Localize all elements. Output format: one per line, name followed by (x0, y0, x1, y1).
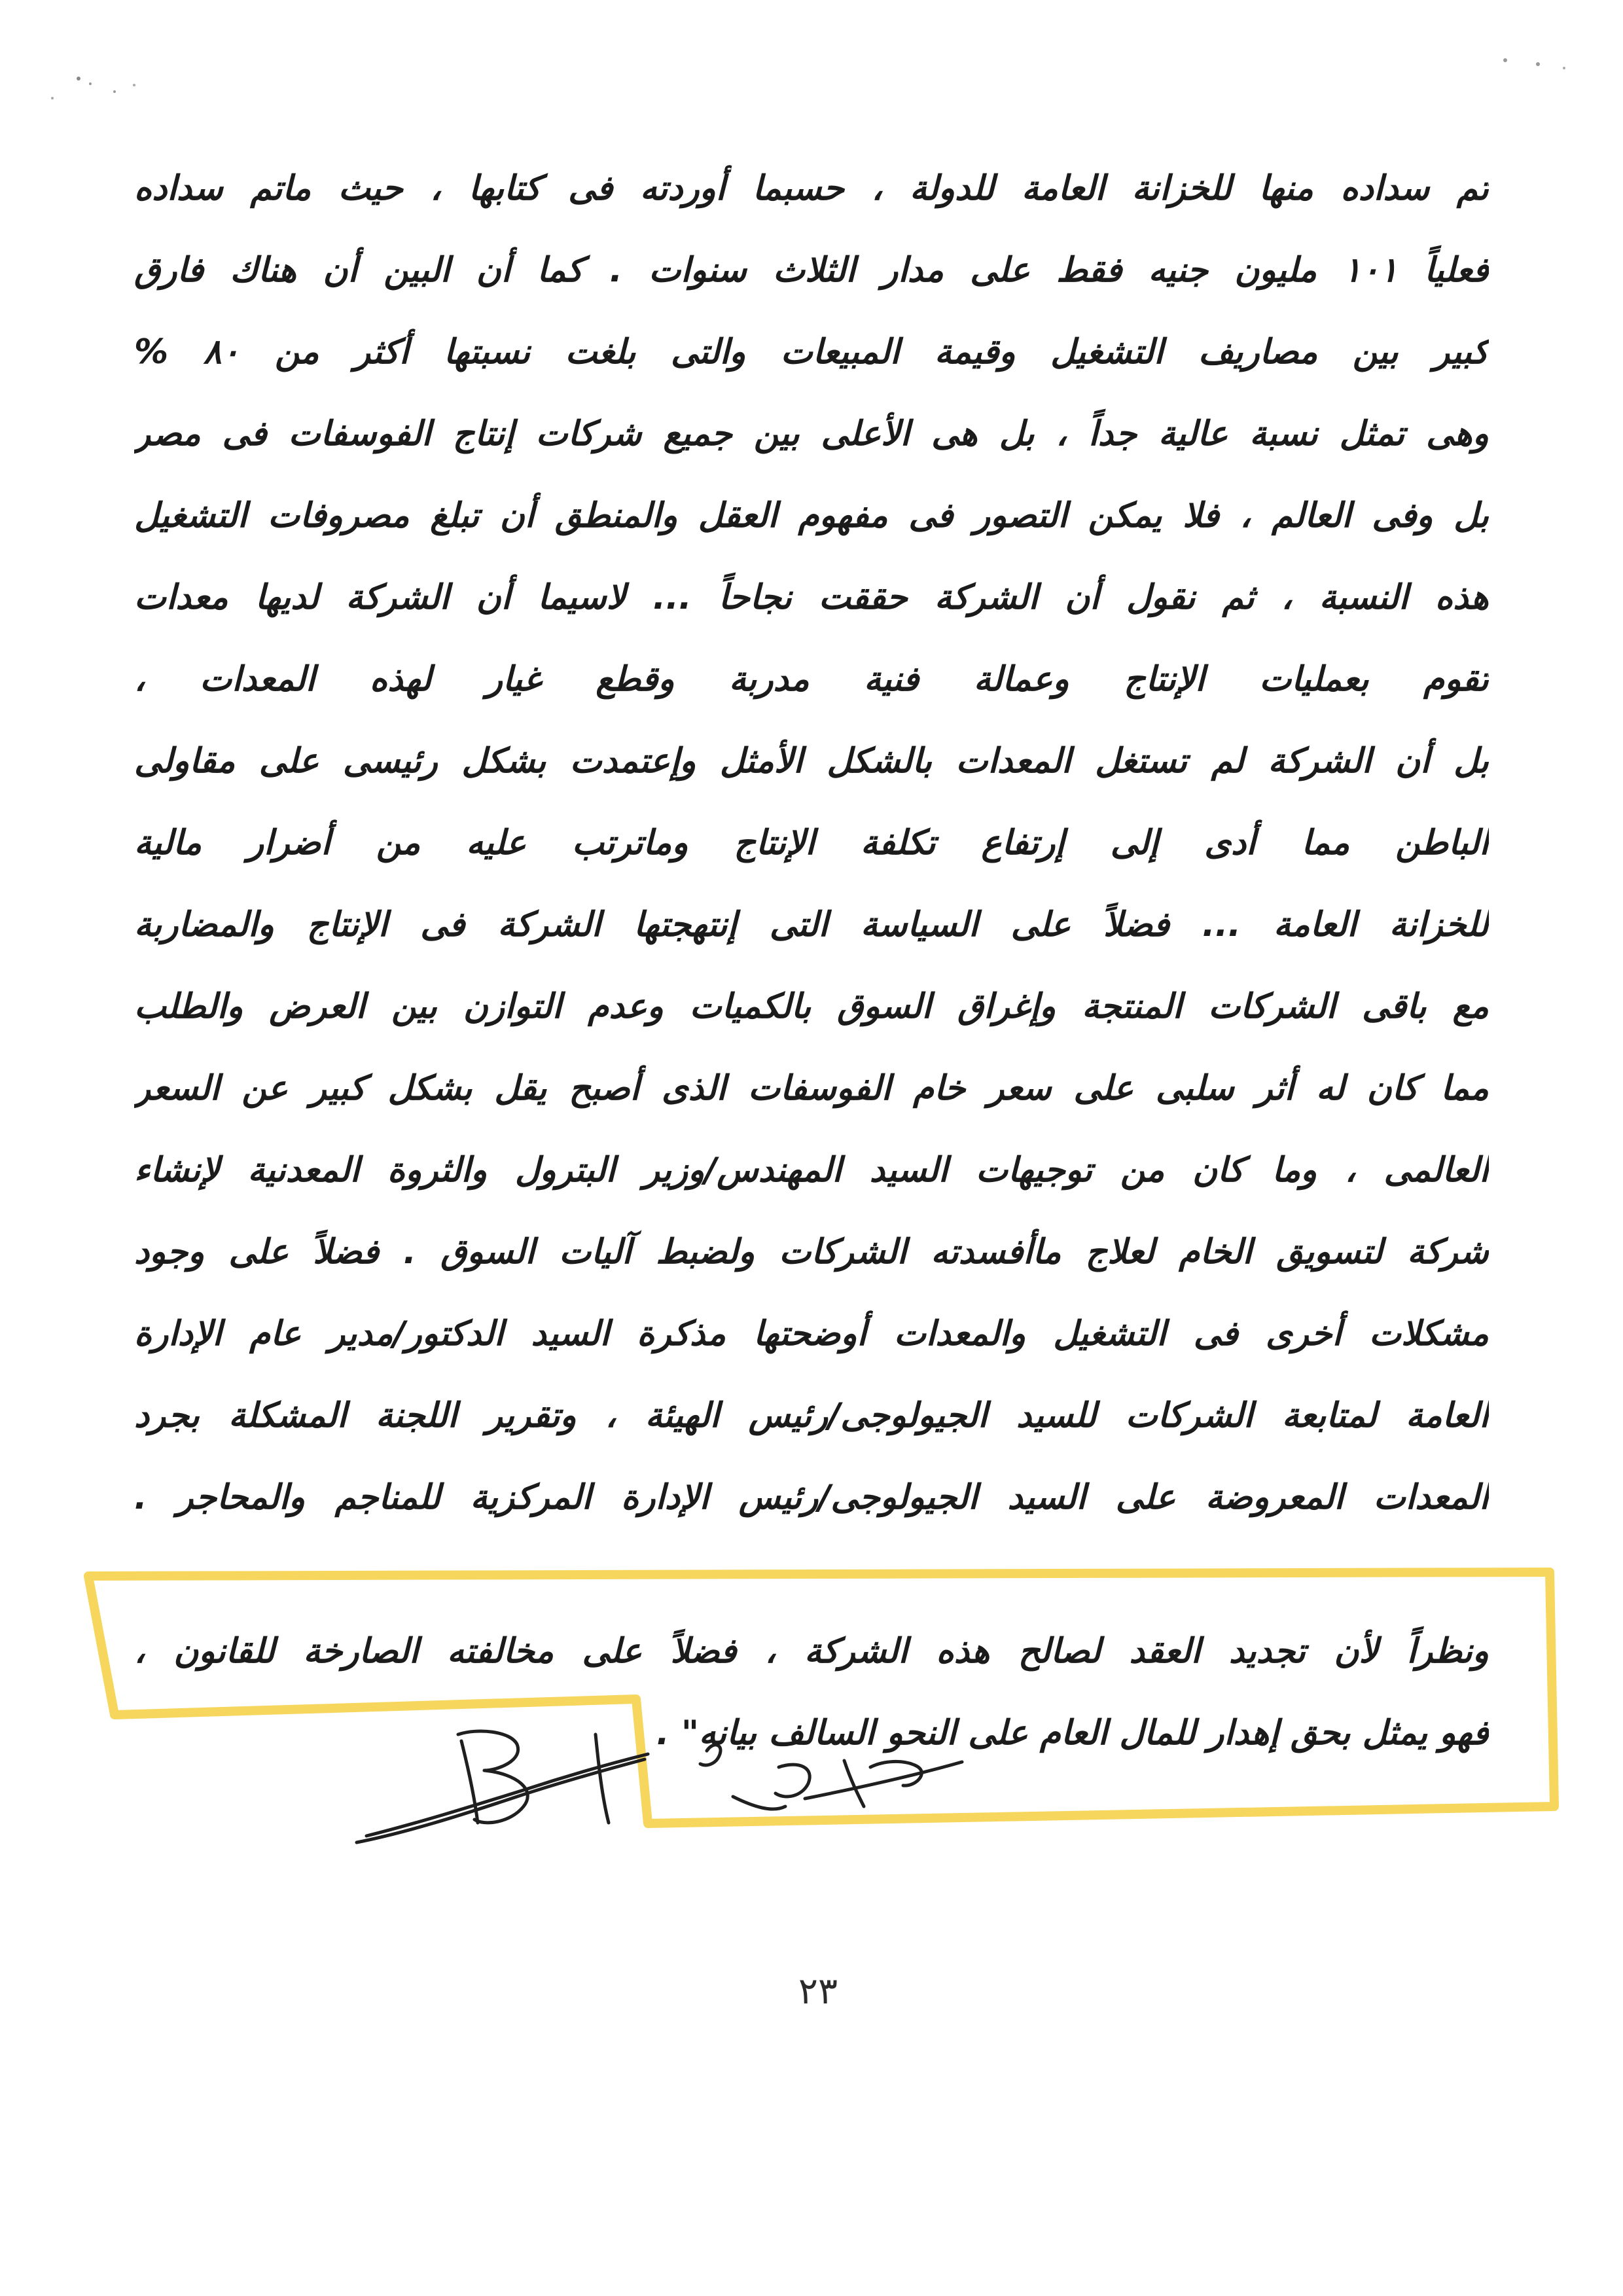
signature-stroke (596, 1734, 609, 1823)
signature-stroke (366, 1754, 648, 1836)
text-line: العالمى ، وما كان من توجيهات السيد المهندس/وزير البترول والثروة المعدنية لإنشاء (134, 1151, 1489, 1190)
text-line: فهو يمثل بحق إهدار للمال العام على النحو السالف بيانه" . (656, 1713, 1489, 1753)
text-line: هذه النسبة ، ثم نقول أن الشركة حققت نجاحاً ... لاسيما أن الشركة لديها معدات (134, 578, 1489, 617)
text-line: بل وفى العالم ، فلا يمكن التصور فى مفهوم العقل والمنطق أن تبلغ مصروفات التشغيل (134, 496, 1489, 535)
text-line: للخزانة العامة ... فضلاً على السياسة التى إنتهجتها الشركة فى الإنتاج والمضاربة (134, 905, 1489, 944)
text-line: مما كان له أثر سلبى على سعر خام الفوسفات الذى أصبح يقل بشكل كبير عن السعر (134, 1069, 1489, 1108)
text-line: مشكلات أخرى فى التشغيل والمعدات أوضحتها مذكرة السيد الدكتور/مدير عام الإدارة (134, 1314, 1489, 1354)
page-number: ٢٣ (798, 1970, 838, 2013)
signature-stroke (776, 1765, 810, 1797)
text-line: بل أن الشركة لم تستغل المعدات بالشكل الأمثل وإعتمدت بشكل رئيسى على مقاولى (134, 742, 1489, 781)
signature-stroke (733, 1797, 785, 1809)
text-line: مع باقى الشركات المنتجة وإغراق السوق بالكميات وعدم التوازن بين العرض والطلب (134, 987, 1489, 1026)
signature-stroke (844, 1761, 864, 1806)
text-line: المعدات المعروضة على السيد الجيولوجى/رئيس الإدارة المركزية للمناجم والمحاجر . (134, 1478, 1489, 1517)
text-line: ونظراً لأن تجديد العقد لصالح هذه الشركة ، فضلاً على مخالفته الصارخة للقانون ، (134, 1632, 1489, 1671)
text-line: وهى تمثل نسبة عالية جداً ، بل هى الأعلى بين جميع شركات إنتاج الفوسفات فى مصر (134, 414, 1489, 454)
text-line: شركة لتسويق الخام لعلاج ماأفسدته الشركات ولضبط آليات السوق . فضلاً على وجود (134, 1232, 1489, 1272)
text-line: كبير بين مصاريف التشغيل وقيمة المبيعات والتى بلغت نسبتها أكثر من ٨٠ % (134, 332, 1489, 372)
text-line: تم سداده منها للخزانة العامة للدولة ، حسبما أوردته فى كتابها ، حيث ماتم سداده (134, 169, 1489, 208)
text-line: العامة لمتابعة الشركات للسيد الجيولوجى/رئيس الهيئة ، وتقرير اللجنة المشكلة بجرد (134, 1396, 1489, 1435)
text-line: الباطن مما أدى إلى إرتفاع تكلفة الإنتاج وماترتب عليه من أضرار مالية (134, 823, 1489, 863)
text-line: فعلياً ١٠١ مليون جنيه فقط على مدار الثلاث سنوات . كما أن البين أن هناك فارق (134, 251, 1489, 290)
text-line: تقوم بعمليات الإنتاج وعمالة فنية مدربة وقطع غيار لهذه المعدات ، (134, 660, 1489, 699)
signature-stroke (700, 1745, 721, 1765)
signature-stroke (805, 1762, 962, 1799)
